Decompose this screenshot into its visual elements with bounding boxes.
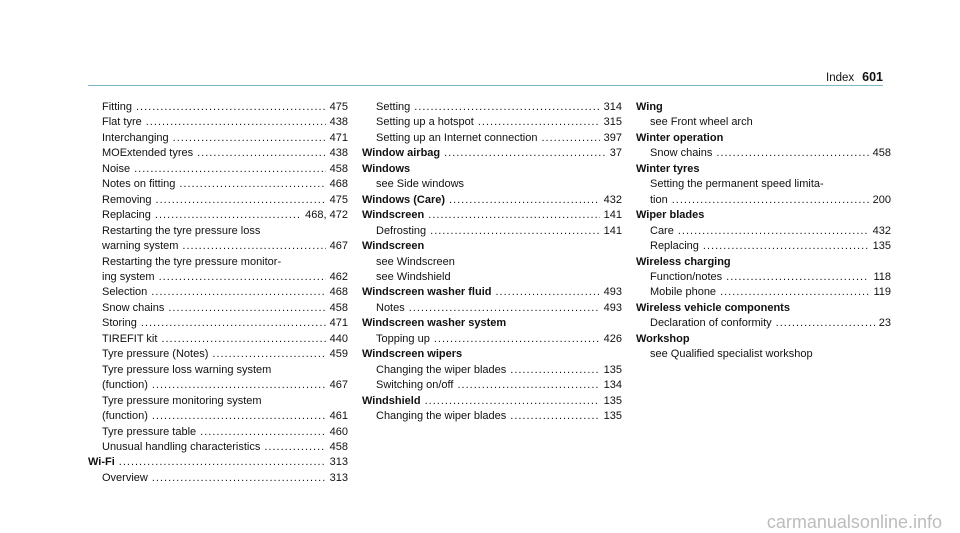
- entry-label: tion: [650, 193, 668, 206]
- entry-label: Mobile phone: [650, 286, 717, 299]
- entry-label: Restarting the tyre pressure loss: [102, 224, 261, 237]
- page-reference-link[interactable]: 460: [329, 425, 348, 438]
- dot-leader: [197, 146, 326, 161]
- dot-leader: [168, 301, 325, 316]
- page-reference-link[interactable]: 468, 472: [305, 209, 348, 222]
- dot-leader: [716, 146, 868, 161]
- page-reference-link[interactable]: 119: [873, 286, 891, 299]
- section-title: Index: [826, 72, 855, 84]
- entry-label: Wing: [636, 101, 663, 113]
- index-heading: [636, 301, 891, 316]
- dot-leader: [720, 285, 869, 300]
- index-heading: [636, 255, 891, 270]
- dot-leader: [152, 378, 326, 393]
- dot-leader: [496, 285, 600, 300]
- page-reference-link[interactable]: 458: [329, 301, 348, 314]
- dot-leader: [672, 193, 869, 208]
- entry-label: Setting up an Internet connection: [376, 131, 538, 144]
- dot-leader: [155, 208, 301, 223]
- index-entry: [362, 100, 622, 115]
- entry-label: Defrosting: [376, 224, 427, 237]
- entry-label: Tyre pressure (Notes): [102, 348, 209, 361]
- dot-leader: [182, 239, 325, 254]
- index-heading: [362, 285, 622, 300]
- page-reference-link[interactable]: 37: [609, 147, 622, 160]
- index-heading: [636, 208, 891, 223]
- index-entry: [88, 224, 348, 239]
- page-reference-link[interactable]: 313: [329, 471, 348, 484]
- dot-leader: [414, 100, 599, 115]
- index-entry: [88, 378, 348, 393]
- page-reference-link[interactable]: 462: [329, 270, 348, 283]
- dot-leader: [444, 146, 606, 161]
- dot-leader: [141, 316, 326, 331]
- index-entry: [362, 378, 622, 393]
- dot-leader: [152, 409, 326, 424]
- page-reference-link[interactable]: 135: [603, 394, 622, 407]
- index-entry: [88, 409, 348, 424]
- index-column-3: [636, 100, 891, 363]
- page-reference-link[interactable]: 141: [603, 224, 622, 237]
- dot-leader: [146, 115, 326, 130]
- index-entry: [362, 270, 622, 285]
- entry-label: Windscreen washer fluid: [362, 286, 492, 299]
- index-entry: [88, 394, 348, 409]
- dot-leader: [136, 100, 326, 115]
- index-entry: [636, 177, 891, 192]
- index-entry: [362, 332, 622, 347]
- entry-label: Tyre pressure table: [102, 425, 197, 438]
- page-number: 601: [862, 70, 883, 84]
- index-entry: [362, 409, 622, 424]
- dot-leader: [726, 270, 869, 285]
- index-entry: [88, 270, 348, 285]
- dot-leader: [159, 270, 326, 285]
- entry-label: Unusual handling characteristics: [102, 440, 261, 453]
- index-entry: [88, 332, 348, 347]
- page-reference-link[interactable]: 493: [603, 301, 622, 314]
- entry-label: Window airbag: [362, 147, 441, 160]
- page-reference-link[interactable]: 314: [603, 101, 622, 113]
- entry-label: Storing: [102, 317, 137, 330]
- entry-label: Interchanging: [102, 131, 169, 144]
- dot-leader: [457, 378, 599, 393]
- page-reference-link[interactable]: 432: [872, 224, 891, 237]
- index-entry: [88, 193, 348, 208]
- entry-label: Notes on fitting: [102, 178, 176, 191]
- index-heading: [362, 316, 622, 331]
- index-entry: [88, 100, 348, 115]
- index-entry: [88, 162, 348, 177]
- page-reference-link[interactable]: 432: [603, 193, 622, 206]
- page-reference-link[interactable]: 458: [329, 162, 348, 175]
- dot-leader: [541, 131, 599, 146]
- entry-label: Flat tyre: [102, 116, 142, 129]
- entry-label: MOExtended tyres: [102, 147, 194, 160]
- dot-leader: [409, 301, 600, 316]
- page-reference-link[interactable]: 458: [329, 440, 348, 453]
- index-entry: [88, 177, 348, 192]
- dot-leader: [179, 177, 325, 192]
- entry-label: Changing the wiper blades: [376, 363, 507, 376]
- page-reference-link[interactable]: 493: [603, 286, 622, 299]
- page-reference-link[interactable]: 426: [603, 332, 622, 345]
- dot-leader: [212, 347, 325, 362]
- entry-label: see Side windows: [376, 178, 465, 191]
- index-entry: [88, 471, 348, 486]
- page-reference-link[interactable]: 315: [603, 116, 622, 129]
- index-entry: [88, 146, 348, 161]
- page-reference-link[interactable]: 471: [329, 317, 348, 330]
- entry-label: Wiper blades: [636, 209, 705, 222]
- dot-leader: [510, 363, 599, 378]
- entry-label: Workshop: [636, 332, 690, 345]
- watermark: [0, 512, 960, 533]
- entry-label: Replacing: [650, 240, 699, 253]
- dot-leader: [173, 131, 326, 146]
- entry-label: Function/notes: [650, 270, 723, 283]
- index-heading: [636, 100, 891, 115]
- dot-leader: [478, 115, 600, 130]
- entry-label: Selection: [102, 286, 148, 299]
- entry-label: Wi-Fi: [88, 456, 115, 469]
- index-entry: [362, 224, 622, 239]
- index-entry: [636, 193, 891, 208]
- entry-label: see Front wheel arch: [650, 116, 753, 129]
- index-heading: [636, 162, 891, 177]
- entry-label: Topping up: [376, 332, 430, 345]
- index-entry: [88, 301, 348, 316]
- entry-label: TIREFIT kit: [102, 332, 158, 345]
- index-entry: [636, 316, 891, 331]
- index-heading: [362, 347, 622, 362]
- index-entry: [88, 255, 348, 270]
- entry-label: Tyre pressure monitoring system: [102, 394, 262, 407]
- page-reference-link[interactable]: 135: [603, 363, 622, 376]
- index-entry: [88, 115, 348, 130]
- entry-label: see Windscreen: [376, 255, 455, 268]
- index-entry: [362, 301, 622, 316]
- index-heading: [362, 146, 622, 161]
- entry-label: Snow chains: [650, 147, 713, 160]
- index-entry: [362, 131, 622, 146]
- entry-label: Tyre pressure loss warning system: [102, 363, 272, 376]
- index-entry: [88, 440, 348, 455]
- entry-label: Setting up a hotspot: [376, 116, 474, 129]
- entry-label: Removing: [102, 193, 152, 206]
- index-entry: [636, 115, 891, 130]
- page-reference-link[interactable]: 200: [872, 193, 891, 206]
- entry-label: Wireless vehicle components: [636, 301, 790, 314]
- watermark-text: carmanualsonline.info: [766, 512, 942, 532]
- dot-leader: [152, 471, 326, 486]
- index-heading: [362, 193, 622, 208]
- entry-label: Windows (Care): [362, 193, 446, 206]
- dot-leader: [151, 285, 325, 300]
- entry-label: Windscreen washer system: [362, 317, 507, 330]
- index-heading: [636, 332, 891, 347]
- entry-label: Windscreen: [362, 240, 425, 253]
- index-entry: [88, 285, 348, 300]
- dot-leader: [678, 224, 869, 239]
- dot-leader: [161, 332, 325, 347]
- page-reference-link[interactable]: 468: [329, 286, 348, 299]
- entry-label: Windscreen: [362, 209, 425, 222]
- dot-leader: [425, 394, 600, 409]
- page-reference-link[interactable]: 135: [872, 240, 891, 253]
- page-reference-link[interactable]: 397: [603, 131, 622, 144]
- entry-label: Windows: [362, 162, 411, 175]
- index-entry: [636, 224, 891, 239]
- dot-leader: [264, 440, 325, 455]
- entry-label: Winter operation: [636, 131, 724, 144]
- index-heading: [362, 162, 622, 177]
- index-heading: [362, 208, 622, 223]
- entry-label: Snow chains: [102, 301, 165, 314]
- page-reference-link[interactable]: 475: [329, 101, 348, 113]
- index-entry: [88, 208, 348, 223]
- index-entry: [636, 285, 891, 300]
- index-entry: [362, 177, 622, 192]
- index-heading: [362, 239, 622, 254]
- page-reference-link[interactable]: 438: [329, 116, 348, 129]
- entry-label: Winter tyres: [636, 162, 700, 175]
- page-reference-link[interactable]: 440: [329, 332, 348, 345]
- entry-label: (function): [102, 410, 148, 423]
- index-entry: [88, 239, 348, 254]
- page-reference-link[interactable]: 461: [329, 410, 348, 423]
- header-rule: [88, 85, 883, 86]
- index-entry: [636, 270, 891, 285]
- page-reference-link[interactable]: 468: [329, 178, 348, 191]
- page-reference-link[interactable]: 471: [329, 131, 348, 144]
- entry-label: Wireless charging: [636, 255, 731, 268]
- page-reference-link[interactable]: 438: [329, 147, 348, 160]
- page-reference-link[interactable]: 475: [329, 193, 348, 206]
- entry-label: see Windshield: [376, 270, 451, 283]
- dot-leader: [449, 193, 600, 208]
- index-column-1: [88, 100, 348, 486]
- index-heading: [88, 455, 348, 470]
- index-entry: [636, 146, 891, 161]
- page-reference-link[interactable]: 135: [603, 410, 622, 423]
- entry-label: Setting: [376, 101, 411, 113]
- dot-leader: [119, 455, 326, 470]
- dot-leader: [434, 332, 600, 347]
- dot-leader: [510, 409, 599, 424]
- entry-label: Care: [650, 224, 674, 237]
- entry-label: Noise: [102, 162, 131, 175]
- index-entry: [362, 363, 622, 378]
- entry-label: Windscreen wipers: [362, 348, 463, 361]
- entry-label: Overview: [102, 471, 148, 484]
- index-entry: [362, 115, 622, 130]
- dot-leader: [430, 224, 600, 239]
- index-entry: [88, 363, 348, 378]
- index-entry: [362, 255, 622, 270]
- entry-label: Fitting: [102, 101, 132, 113]
- entry-label: Changing the wiper blades: [376, 410, 507, 423]
- index-entry: [88, 347, 348, 362]
- page-header: [826, 70, 883, 84]
- entry-label: Declaration of conformity: [650, 317, 772, 330]
- entry-label: (function): [102, 379, 148, 392]
- entry-label: Switching on/off: [376, 379, 454, 392]
- page-reference-link[interactable]: 459: [329, 348, 348, 361]
- page-reference-link[interactable]: 467: [329, 379, 348, 392]
- entry-label: ing system: [102, 270, 155, 283]
- index-entry: [88, 425, 348, 440]
- entry-label: Notes: [376, 301, 405, 314]
- entry-label: Setting the permanent speed limita-: [650, 178, 824, 191]
- dot-leader: [156, 193, 326, 208]
- page-reference-link[interactable]: 23: [878, 317, 891, 330]
- dot-leader: [776, 316, 875, 331]
- index-entry: [88, 316, 348, 331]
- page-reference-link[interactable]: 118: [873, 270, 891, 283]
- dot-leader: [200, 425, 325, 440]
- index-heading: [362, 394, 622, 409]
- page-reference-link[interactable]: 313: [329, 456, 348, 469]
- dot-leader: [134, 162, 326, 177]
- index-entry: [88, 131, 348, 146]
- dot-leader: [428, 208, 599, 223]
- entry-label: warning system: [102, 240, 179, 253]
- entry-label: Windshield: [362, 394, 421, 407]
- entry-label: Replacing: [102, 209, 151, 222]
- entry-label: see Qualified specialist workshop: [650, 348, 813, 361]
- page-reference-link[interactable]: 134: [603, 379, 622, 392]
- index-entry: [636, 347, 891, 362]
- index-heading: [636, 131, 891, 146]
- page-reference-link[interactable]: 467: [329, 240, 348, 253]
- index-column-2: [362, 100, 622, 425]
- page-reference-link[interactable]: 141: [603, 209, 622, 222]
- dot-leader: [703, 239, 869, 254]
- entry-label: Restarting the tyre pressure monitor-: [102, 255, 282, 268]
- page-reference-link[interactable]: 458: [872, 147, 891, 160]
- index-entry: [636, 239, 891, 254]
